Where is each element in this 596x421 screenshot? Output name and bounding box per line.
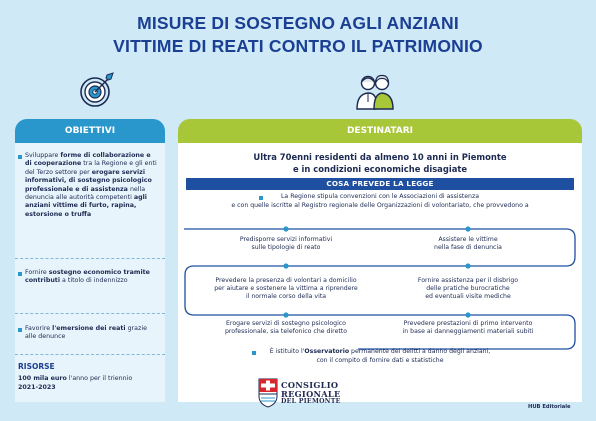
logo-line-3: DEL PIEMONTE	[281, 398, 341, 405]
target-icon	[78, 70, 116, 110]
divider	[15, 258, 165, 259]
servizio-2	[388, 236, 548, 252]
servizio-2-line-2: nella fase di denuncia	[434, 244, 502, 252]
servizio-6-line-2: in base ai danneggiamenti materiali subiti	[402, 328, 534, 336]
servizio-5-line-1: Erogare servizi di sostegno psicologico	[226, 320, 346, 327]
credit-hub-editoriale: HUB Editoriale	[528, 404, 571, 410]
risorse-text	[18, 375, 158, 392]
obiettivo-3-bold: l'emersione dei reati	[52, 325, 126, 332]
logo-line-1: CONSIGLIO	[281, 380, 339, 390]
servizio-1-line-2: sulle tipologie di reato	[251, 244, 321, 252]
legge-intro-1: La Regione stipula convenzioni con le Associazioni di assistenza	[280, 193, 479, 200]
osservatorio-bold: Osservatorio	[304, 348, 350, 355]
risorse-amount: 100 mila euro	[18, 375, 67, 382]
risorse-years: 2021-2023	[18, 383, 56, 391]
osservatorio-text-a: È istituito l'	[269, 348, 305, 355]
obiettivo-1-bold-b: erogare servizi informativi, di sostegno psicologico professionale e di assistenza	[25, 168, 152, 193]
servizio-3-line-2: per aiutare e sostenere la vittima a riprendere	[214, 285, 358, 293]
obiettivo-2	[25, 269, 157, 286]
bullet-icon	[18, 328, 22, 332]
obiettivo-3	[25, 325, 157, 342]
title-line-2: VITTIME DI REATI CONTRO IL PATRIMONIO	[113, 36, 483, 56]
cosa-prevede-la-legge-bar: COSA PREVEDE LA LEGGE	[186, 178, 574, 190]
servizio-4-line-3: ed eventuali visite mediche	[425, 293, 511, 301]
servizio-3	[192, 277, 380, 302]
servizio-5-line-2: professionale, sia telefonico che diretto	[224, 328, 348, 336]
osservatorio-text-b: permanente dei delitti a danno degli anziani,	[349, 348, 491, 355]
risorse-label: RISORSE	[18, 362, 55, 371]
obiettivo-1	[25, 152, 157, 219]
risorse-desc: l'anno per il triennio	[66, 375, 133, 382]
servizio-2-line-1: Assistere le vittime	[438, 236, 498, 243]
divider	[15, 313, 165, 314]
logo-line-2: REGIONALE	[281, 389, 341, 399]
destinatari-headline-1: Ultra 70enni residenti da almeno 10 anni in Piemonte	[253, 152, 507, 162]
obiettivo-1-text-c: nella denuncia alle autorità competenti	[25, 185, 146, 202]
servizio-4-line-2: delle pratiche burocratiche	[426, 285, 510, 293]
regional-council-logo	[258, 378, 278, 408]
obiettivo-2-bold: sostegno economico tramite contributi	[25, 269, 150, 285]
tab-destinatari: DESTINATARI	[178, 119, 582, 143]
obiettivo-1-text-a: Sviluppare	[25, 152, 61, 159]
divider	[15, 354, 165, 355]
osservatorio-line-2: con il compito di fornire dati e statistiche	[316, 357, 444, 364]
obiettivo-2-text-b: a titolo di indennizzo	[59, 277, 128, 285]
title-line-1: MISURE DI SOSTEGNO AGLI ANZIANI	[137, 13, 459, 33]
legge-intro-2: e con quelle iscritte al Registro regionale delle Organizzazioni di volontariato, che provvedono a	[231, 202, 529, 209]
tab-obiettivi: OBIETTIVI	[15, 119, 165, 143]
elderly-couple-icon	[355, 72, 395, 110]
servizio-3-line-1: Prevedere la presenza di volontari a domicilio	[215, 277, 357, 284]
obiettivo-3-text-a: Favorire	[25, 325, 53, 332]
obiettivo-3-text-b: grazie alle denunce	[25, 325, 147, 341]
obiettivo-1-bold-a: forme di collaborazione e di cooperazione	[25, 152, 151, 168]
destinatari-headline-2: e in condizioni economiche disagiate	[292, 164, 468, 174]
servizio-6-line-1: Prevedere prestazioni di primo intervento	[403, 320, 533, 327]
osservatorio-line-1	[186, 348, 574, 356]
servizio-1	[206, 236, 366, 252]
obiettivo-2-text-a: Fornire	[25, 269, 49, 276]
bullet-icon	[18, 272, 22, 276]
obiettivo-1-bold-c: agli anziani vittime di furto, rapina, estorsione o truffa	[25, 194, 147, 218]
servizio-5	[196, 320, 376, 336]
servizio-4	[388, 277, 548, 302]
obiettivo-1-text-b: tra la Regione e gli enti del Terzo settore per	[25, 160, 157, 176]
servizio-6	[382, 320, 554, 336]
servizio-4-line-1: Fornire assistenza per il disbrigo	[417, 277, 519, 284]
bullet-icon	[18, 155, 22, 159]
servizio-1-line-1: Predisporre servizi informativi	[239, 236, 333, 243]
servizio-3-line-3: il normale corso della vita	[245, 293, 327, 301]
